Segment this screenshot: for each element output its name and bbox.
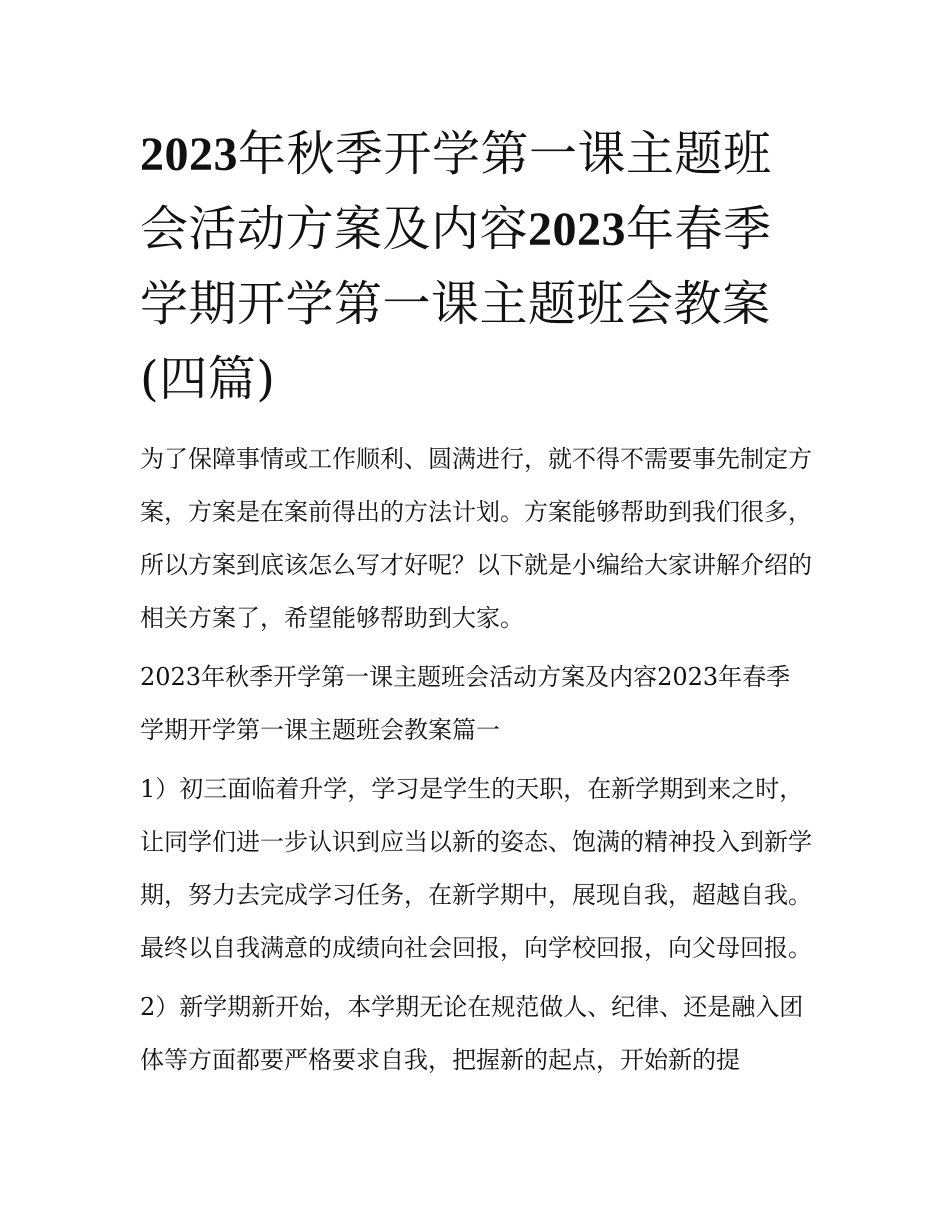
title-year-1: 2023 <box>140 128 238 181</box>
document-body <box>140 433 812 1093</box>
title-text-1: 年秋季开学第一课主题班会活动方案及内容 <box>140 126 772 257</box>
section-heading: 2023年秋季开学第一课主题班会活动方案及内容2023年春季学期开学第一课主题班会教案篇一 <box>140 663 791 744</box>
document-title <box>140 117 812 417</box>
list-item-2: 2）新学期新开始，本学期无论在规范做人、纪律、还是融入团体等方面都要严格要求自我，把握新的起点，开始新的提 <box>140 993 804 1074</box>
list-item-1: 1）初三面临着升学，学习是学生的天职，在新学期到来之时，让同学们进一步认识到应当以新的姿态、饱满的精神投入到新学期，努力去完成学习任务，在新学期中，展现自我，超越自我。最终以自我满意的成绩向社会回报，向学校回报，向父母回报。 <box>140 775 812 962</box>
intro-paragraph: 为了保障事情或工作顺利、圆满进行，就不得不需要事先制定方案，方案是在案前得出的方法计划。方案能够帮助到我们很多，所以方案到底该怎么写才好呢？以下就是小编给大家讲解介绍的相关方案了，希望能够帮助到大家。 <box>140 445 812 632</box>
title-year-2: 2023 <box>528 203 627 256</box>
title-text-2: 年春季学期开学第一课主题班会教案(四篇) <box>140 201 772 407</box>
